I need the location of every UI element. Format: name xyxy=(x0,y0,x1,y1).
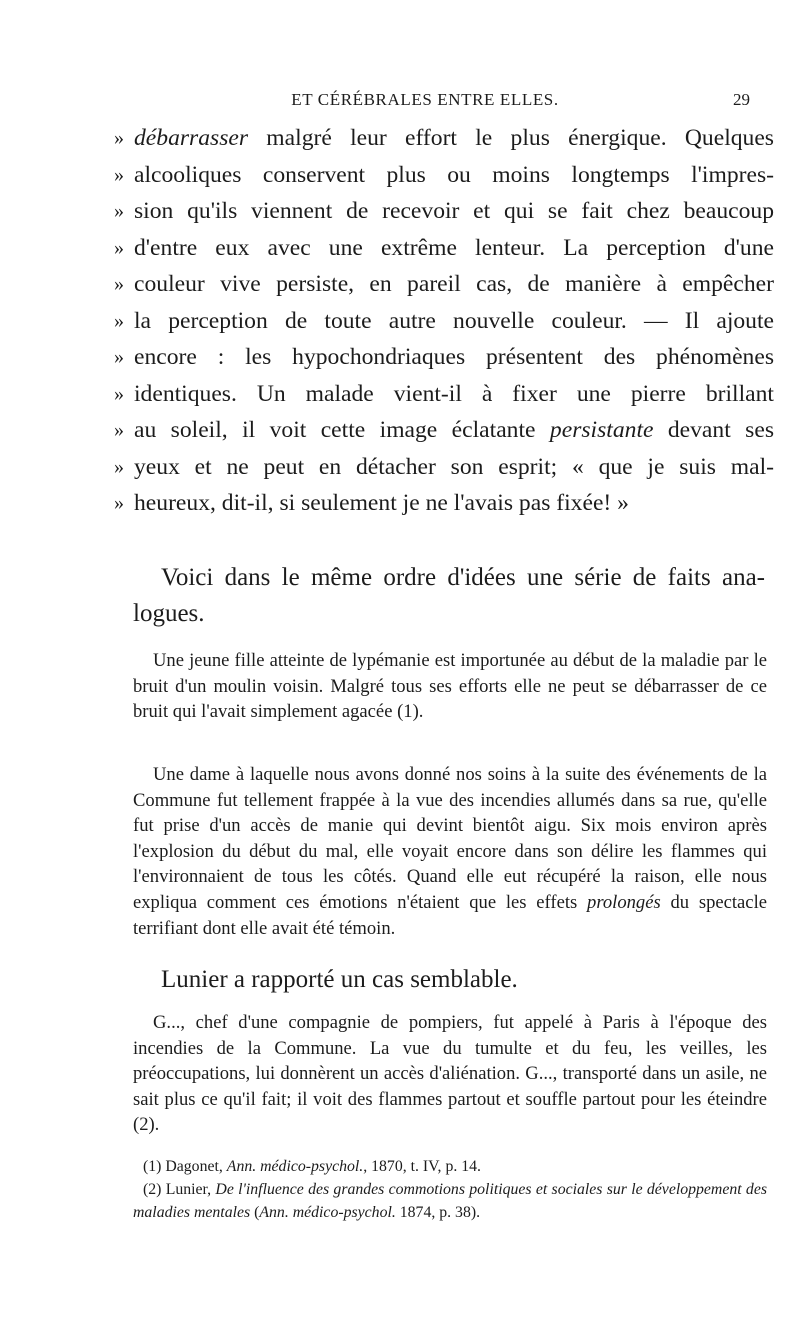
quote-line-text xyxy=(134,412,774,449)
quote-marker: » xyxy=(114,382,124,405)
quote-line-text xyxy=(134,376,774,413)
quote-marker: » xyxy=(114,419,124,441)
quote-marker: » xyxy=(114,455,124,478)
quote-line-text xyxy=(134,193,774,230)
quote-line-text xyxy=(134,303,774,340)
quote-marker: » xyxy=(114,236,124,259)
case-paragraph-2 xyxy=(133,762,767,941)
quote-text: yeux et ne peut en détacher son esprit; « que je suis mal- xyxy=(134,453,774,480)
page-header xyxy=(120,90,760,114)
footnote-2-title: De l'influence des grandes commotions politiques et sociales sur le développement des maladies mentales xyxy=(133,1181,767,1221)
quote-line xyxy=(114,376,774,413)
quote-text: d'entre eux avec une extrême lenteur. La perception d'une xyxy=(134,234,774,261)
footnotes xyxy=(133,1155,767,1224)
footnote-2-author: (2) Lunier, xyxy=(143,1181,216,1198)
quote-line-text xyxy=(134,157,774,194)
quote-text: encore : les hypochondriaques présentent des phénomènes xyxy=(134,344,774,370)
case-paragraph-1: Une jeune fille atteinte de lypémanie est importunée au début de la maladie par le bruit d'un moulin voisin. Malgré tous ses efforts elle ne peut se débarrasser de ce bruit qui l'avait simplement agacée (1). xyxy=(133,650,767,723)
case-2-text-b: du spectacle terrifiant dont elle avait été témoin. xyxy=(133,891,767,939)
quote-marker: » xyxy=(114,309,124,332)
footnote-1-author: (1) Dagonet, xyxy=(143,1158,227,1175)
quote-line-text xyxy=(134,266,774,303)
case-paragraph-3: G..., chef d'une compagnie de pompiers, fut appelé à Paris à l'époque des incendies de la Commune. La vue du tumulte et du feu, les veilles, les préoccupations, lui donnèrent un accès d'aliénation. G..., transporté dans un asile, ne sait plus ce qu'il fait; il voit des flammes partout et souffle partout pour les éteindre (2). xyxy=(133,1012,767,1136)
quote-text: heureux, dit-il, si seulement je ne l'avais pas fixée! » xyxy=(134,490,629,516)
footnote-1 xyxy=(133,1155,767,1178)
quote-text: malgré leur effort le plus énergique. Quelques xyxy=(248,125,774,151)
footnote-2-ref: 1874, p. 38). xyxy=(395,1204,481,1221)
quote-line-text xyxy=(134,339,774,376)
quote-marker: » xyxy=(114,200,124,222)
paragraph-lunier-text: Lunier a rapporté un cas semblable. xyxy=(161,966,518,993)
quote-line xyxy=(114,339,774,376)
quote-line xyxy=(114,230,774,267)
quoted-passage xyxy=(114,120,774,522)
page-number: 29 xyxy=(733,90,750,109)
quote-text: devant ses xyxy=(653,417,774,443)
quote-line-text xyxy=(134,485,774,522)
quote-line xyxy=(114,485,774,522)
quote-line xyxy=(114,157,774,194)
quote-marker: » xyxy=(114,492,124,514)
quote-text: sion qu'ils viennent de recevoir et qui se fait chez beaucoup xyxy=(134,198,774,224)
quote-emphasis: persistante xyxy=(549,417,654,443)
quote-line xyxy=(114,412,774,449)
quote-text: couleur vive persiste, en pareil cas, de manière à empêcher xyxy=(134,271,774,297)
footnote-2 xyxy=(133,1178,767,1224)
footnote-1-journal: Ann. médico-psychol. xyxy=(226,1158,364,1175)
quote-marker: » xyxy=(114,163,124,186)
quote-marker: » xyxy=(114,346,124,368)
quote-text: la perception de toute autre nouvelle couleur. — Il ajoute xyxy=(134,307,774,334)
quote-text: alcooliques conservent plus ou moins longtemps l'impres- xyxy=(134,161,774,188)
footnote-2-journal: Ann. médico-psychol. xyxy=(259,1204,396,1221)
case-2-emphasis: prolongés xyxy=(587,891,661,913)
running-title: ET CÉRÉBRALES ENTRE ELLES. xyxy=(291,90,559,109)
quote-line-text xyxy=(134,120,774,157)
quote-line xyxy=(114,449,774,486)
case-2-text-a: Une dame à laquelle nous avons donné nos soins à la suite des événements de la Commune fut tellement frappée à la vue des incendies allumés dans sa rue, qu'elle fut prise d'un accès de manie qui devint bientôt aigu. Six mois environ après l'explosion du début du mal, elle voyait encore dans son délire les flammes qui l'environnaient de tous les côtés. Quand elle eut récupéré la raison, elle nous expliqua comment ces émotions n'étaient que les effets xyxy=(133,764,767,913)
paragraph-lunier xyxy=(133,962,765,998)
footnote-2-paren: ( xyxy=(250,1204,260,1221)
quote-emphasis: débarrasser xyxy=(134,125,249,151)
quote-text: identiques. Un malade vient-il à fixer une pierre brillant xyxy=(134,380,774,407)
quote-line-text xyxy=(134,449,774,486)
quote-line-text xyxy=(134,230,774,267)
quote-text: au soleil, il voit cette image éclatante xyxy=(134,417,550,443)
paragraph-voici-text: Voici dans le même ordre d'idées une série de faits ana-logues. xyxy=(133,564,765,627)
quote-line xyxy=(114,303,774,340)
quote-line xyxy=(114,193,774,230)
quote-marker: » xyxy=(114,127,124,149)
footnote-1-ref: , 1870, t. IV, p. 14. xyxy=(363,1158,481,1175)
quote-line xyxy=(114,120,774,157)
quote-marker: » xyxy=(114,273,124,295)
paragraph-voici xyxy=(133,560,765,632)
quote-line xyxy=(114,266,774,303)
